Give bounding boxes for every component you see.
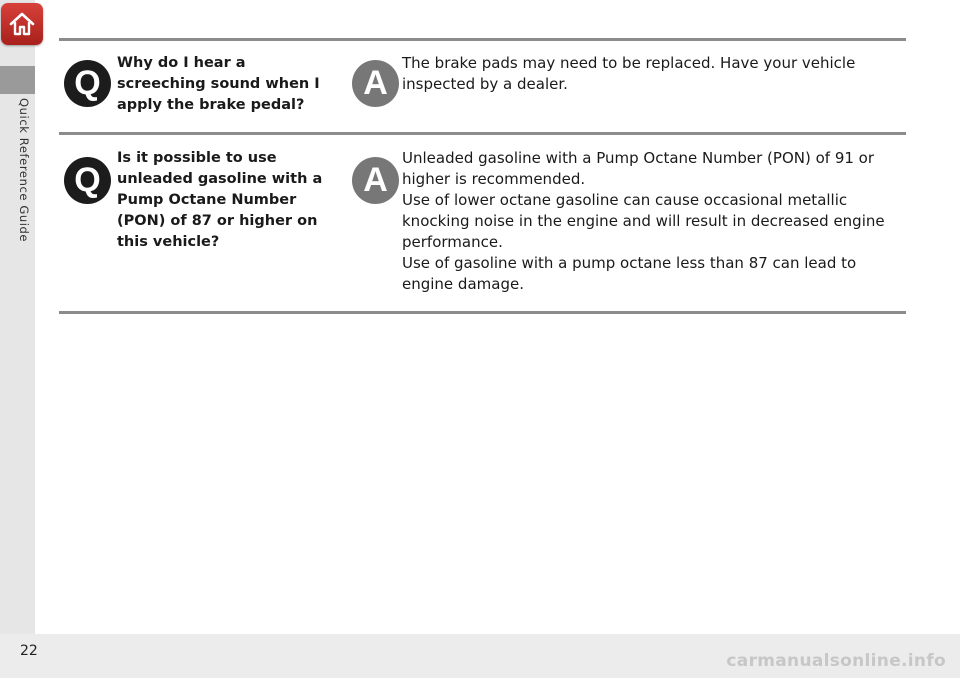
section-tab-marker[interactable] [0, 66, 35, 94]
answer-badge: A [352, 60, 399, 107]
answer-badge: A [352, 157, 399, 204]
divider-top [59, 38, 906, 41]
section-label: Quick Reference Guide [17, 98, 31, 243]
answer-paragraph: The brake pads may need to be replaced. Have your vehicle inspected by a dealer. [402, 54, 856, 93]
question-text: Why do I hear a screeching sound when I apply the brake pedal? [117, 55, 320, 113]
answer-paragraph: Use of gasoline with a pump octane less than 87 can lead to engine damage. [402, 254, 857, 293]
answer-paragraph: Unleaded gasoline with a Pump Octane Number (PON) of 91 or higher is recommended. [402, 149, 875, 188]
sidebar-band [0, 0, 35, 634]
watermark: carmanualsonline.info [726, 651, 946, 671]
question-badge: Q [64, 60, 111, 107]
home-button[interactable] [1, 3, 43, 45]
divider-bottom [59, 311, 906, 314]
divider-middle [59, 132, 906, 135]
answer-text [402, 148, 897, 295]
answer-text [402, 53, 897, 95]
question-text: Is it possible to use unleaded gasoline with a Pump Octane Number (PON) of 87 or higher on this vehicle? [117, 150, 323, 250]
home-icon [8, 10, 36, 38]
page-number: 22 [20, 643, 38, 659]
answer-paragraph: Use of lower octane gasoline can cause occasional metallic knocking noise in the engine and will result in decreased engine performance. [402, 191, 885, 251]
question-badge: Q [64, 157, 111, 204]
